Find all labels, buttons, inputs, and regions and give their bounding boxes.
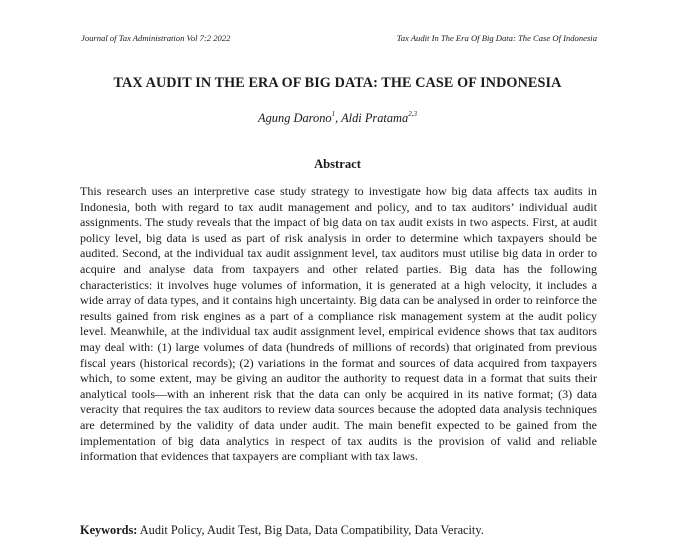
keywords-value: Audit Policy, Audit Test, Big Data, Data Compatibility, Data Veracity.	[139, 523, 484, 537]
author-affiliation: 1	[331, 110, 336, 118]
running-header	[81, 33, 597, 45]
abstract-text: This research uses an interpretive case study strategy to investigate how big data affects tax audits in Indonesia, both with regard to tax audit management and policy, and to tax auditors’ individual audit assignments. The study reveals that the impact of big data on tax audit exists in two aspects. First, at audit policy level, big data is used as part of risk analysis in order to determine which taxpayers should be audited. Second, at the individual tax audit assignment level, tax auditors must utilise big data in order to acquire and analyse data from taxpayers and other related parties. Big data has the following characteristics: it involves huge volumes of information, it is generated at a high velocity, it includes a wide array of data types, and it contains high uncertainty. Big data can be analysed in order to reinforce the results gained from risk engines as a part of a compliance risk management system at the audit policy level. Meanwhile, at the individual tax audit assignment level, empirical evidence shows that tax auditors may deal with: (1) large volumes of data (hundreds of millions of records) that originated from previous fiscal years (historical records); (2) variations in the format and sources of data acquired from taxpayers which, to some extent, may be giving an auditor the authority to request data in a format that suits their analytical tools—with an inherent risk that the data can only be acquired in its native format; (3) data veracity that requires the tax auditors to review data sources because the adopted data analysis techniques are determined by the validity of data under audit. The main benefit expected to be gained from the implementation of big data analytics in respect of tax audits is the provision of valid and reliable information that evidences that taxpayers are compliant with tax laws.	[80, 184, 597, 464]
running-title: Tax Audit In The Era Of Big Data: The Case Of Indonesia	[396, 33, 597, 43]
author-separator: ,	[335, 111, 342, 125]
author-list	[60, 111, 615, 126]
author-name: Agung Darono	[258, 111, 332, 125]
author-affiliation: 2,3	[408, 110, 417, 118]
paper-title: TAX AUDIT IN THE ERA OF BIG DATA: THE CASE OF INDONESIA	[113, 75, 562, 91]
journal-name: Journal of Tax Administration Vol 7:2 2022	[81, 33, 231, 43]
abstract-heading: Abstract	[314, 157, 361, 171]
author-name: Aldi Pratama	[341, 111, 409, 125]
keywords-label: Keywords:	[80, 523, 138, 537]
keywords	[80, 523, 484, 538]
